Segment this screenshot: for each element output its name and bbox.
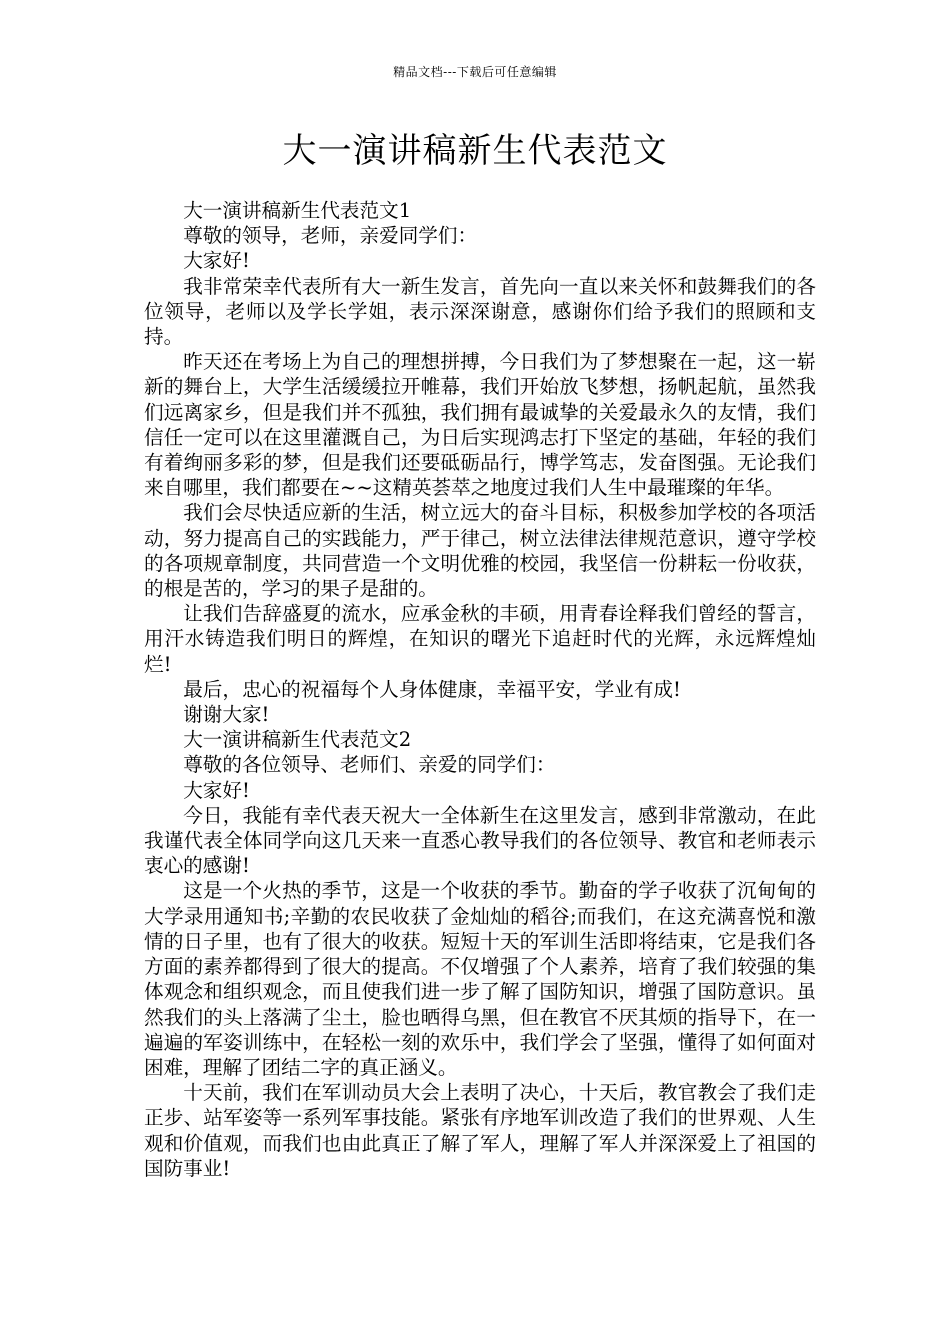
body-paragraph: 十天前，我们在军训动员大会上表明了决心，十天后，教官教会了我们走正步、站军姿等一系列军事技能。紧张有序地军训改造了我们的世界观、人生观和价值观，而我们也由此真正了解了军人，理解了军人并深深爱上了祖国的国防事业! <box>144 1081 816 1180</box>
body-paragraph: 最后，忠心的祝福每个人身体健康，幸福平安，学业有成! <box>183 677 681 701</box>
body-paragraph: 让我们告辞盛夏的流水，应承金秋的丰硕，用青春诠释我们曾经的誓言，用汗水铸造我们明日的辉煌，在知识的曙光下追赶时代的光辉，永远辉煌灿烂! <box>144 602 816 676</box>
closing: 谢谢大家! <box>183 703 270 727</box>
salutation: 尊敬的各位领导、老师们、亲爱的同学们： <box>183 753 556 777</box>
document-title: 大一演讲稿新生代表范文 <box>282 131 668 171</box>
body-paragraph: 昨天还在考场上为自己的理想拼搏，今日我们为了梦想聚在一起，这一崭新的舞台上，大学生活缓缓拉开帷幕，我们开始放飞梦想，扬帆起航，虽然我们远离家乡，但是我们并不孤独，我们拥有最诚挚的关爱最永久的友情，我们信任一定可以在这里灌溉自己，为日后实现鸿志打下坚定的基础，年轻的我们有着绚丽多彩的梦，但是我们还要砥砺品行，博学笃志，发奋图强。无论我们来自哪里，我们都要在~~这精英荟萃之地度过我们人生中最璀璨的年华。 <box>144 350 816 500</box>
body-paragraph: 今日，我能有幸代表天祝大一全体新生在这里发言，感到非常激动，在此我谨代表全体同学向这几天来一直悉心教导我们的各位领导、教官和老师表示衷心的感谢! <box>144 803 816 878</box>
body-paragraph: 我非常荣幸代表所有大一新生发言，首先向一直以来关怀和鼓舞我们的各位领导，老师以及学长学姐，表示深深谢意，感谢你们给予我们的照顾和支持。 <box>144 274 816 349</box>
greeting: 大家好! <box>183 778 250 802</box>
section-heading-2: 大一演讲稿新生代表范文2 <box>183 728 412 752</box>
page-header: 精品文档---下载后可任意编辑 <box>393 65 557 79</box>
salutation: 尊敬的领导，老师，亲爱同学们： <box>183 224 478 248</box>
document-body <box>144 198 816 1181</box>
body-paragraph: 这是一个火热的季节，这是一个收获的季节。勤奋的学子收获了沉甸甸的大学录用通知书;辛勤的农民收获了金灿灿的稻谷;而我们，在这充满喜悦和激情的日子里，也有了很大的收获。短短十天的军训生活即将结束，它是我们各方面的素养都得到了很大的提高。不仅增强了个人素养，培育了我们较强的集体观念和组织观念，而且使我们进一步了解了国防知识，增强了国防意识。虽然我们的头上落满了尘土，脸也晒得乌黑，但在教官不厌其烦的指导下，在一遍遍的军姿训练中，在轻松一刻的欢乐中，我们学会了坚强，懂得了如何面对困难，理解了团结二字的真正涵义。 <box>144 879 816 1079</box>
greeting: 大家好! <box>183 249 250 273</box>
body-paragraph: 我们会尽快适应新的生活，树立远大的奋斗目标，积极参加学校的各项活动，努力提高自己的实践能力，严于律己，树立法律法律规范意识，遵守学校的各项规章制度，共同营造一个文明优雅的校园，我坚信一份耕耘一份收获，的根是苦的，学习的果子是甜的。 <box>144 501 816 601</box>
section-heading-1: 大一演讲稿新生代表范文1 <box>183 199 412 222</box>
